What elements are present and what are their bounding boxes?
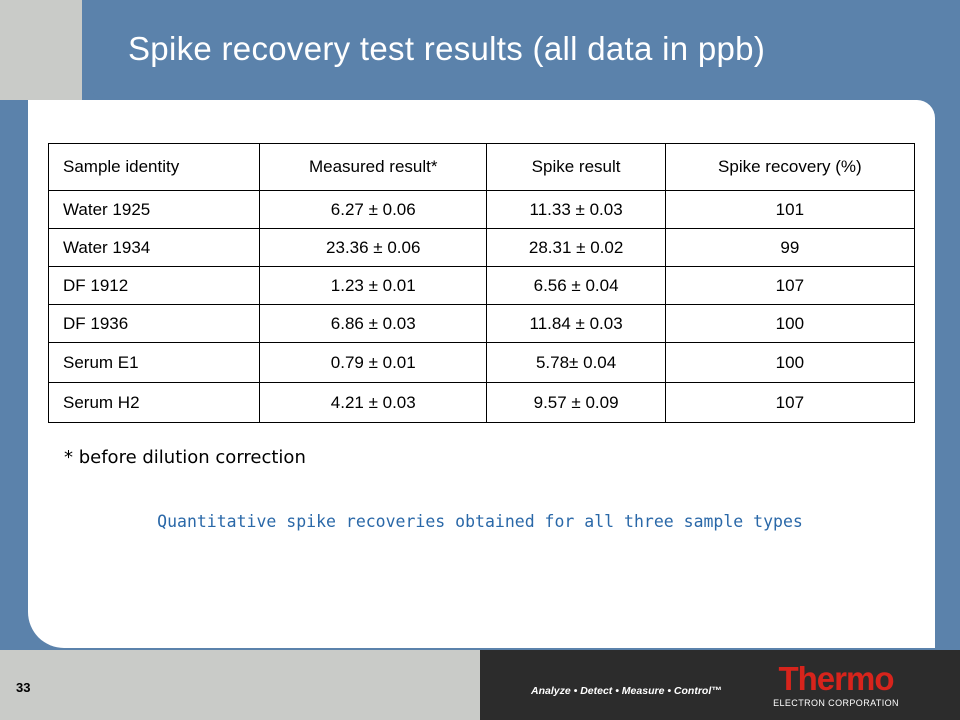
results-table xyxy=(48,143,915,423)
table-header-row xyxy=(49,144,915,191)
cell-spike-result: 11.84 ± 0.03 xyxy=(487,305,665,343)
header-sample-identity: Sample identity xyxy=(49,144,260,191)
footer-tagline: Analyze • Detect • Measure • Control™ xyxy=(531,685,722,697)
logo-subtext: ELECTRON CORPORATION xyxy=(773,698,899,708)
cell-spike-recovery: 101 xyxy=(665,191,914,229)
cell-measured-result: 23.36 ± 0.06 xyxy=(260,229,487,267)
header-spike-recovery: Spike recovery (%) xyxy=(665,144,914,191)
table-row xyxy=(49,267,915,305)
header-left-margin xyxy=(0,0,82,100)
thermo-logo xyxy=(766,662,906,708)
cell-spike-recovery: 99 xyxy=(665,229,914,267)
cell-spike-recovery: 100 xyxy=(665,343,914,383)
cell-spike-recovery: 100 xyxy=(665,305,914,343)
footnote: * before dilution correction xyxy=(64,447,306,468)
page-number: 33 xyxy=(16,680,31,695)
cell-spike-result: 11.33 ± 0.03 xyxy=(487,191,665,229)
cell-sample-identity: DF 1936 xyxy=(49,305,260,343)
logo-wordmark: Thermo xyxy=(778,660,894,697)
table-row xyxy=(49,191,915,229)
cell-sample-identity: DF 1912 xyxy=(49,267,260,305)
cell-sample-identity: Serum H2 xyxy=(49,383,260,423)
cell-measured-result: 6.27 ± 0.06 xyxy=(260,191,487,229)
cell-spike-recovery: 107 xyxy=(665,383,914,423)
conclusion-text: Quantitative spike recoveries obtained for all three sample types xyxy=(157,512,803,531)
header-spike-result: Spike result xyxy=(487,144,665,191)
cell-sample-identity: Water 1934 xyxy=(49,229,260,267)
cell-measured-result: 4.21 ± 0.03 xyxy=(260,383,487,423)
slide-title: Spike recovery test results (all data in ppb) xyxy=(128,30,766,67)
cell-measured-result: 0.79 ± 0.01 xyxy=(260,343,487,383)
cell-sample-identity: Serum E1 xyxy=(49,343,260,383)
table-row xyxy=(49,229,915,267)
cell-spike-result: 9.57 ± 0.09 xyxy=(487,383,665,423)
table-row xyxy=(49,305,915,343)
cell-spike-recovery: 107 xyxy=(665,267,914,305)
header-measured-result: Measured result* xyxy=(260,144,487,191)
cell-spike-result: 5.78± 0.04 xyxy=(487,343,665,383)
cell-spike-result: 28.31 ± 0.02 xyxy=(487,229,665,267)
cell-measured-result: 6.86 ± 0.03 xyxy=(260,305,487,343)
table-row xyxy=(49,343,915,383)
cell-measured-result: 1.23 ± 0.01 xyxy=(260,267,487,305)
table-row xyxy=(49,383,915,423)
cell-sample-identity: Water 1925 xyxy=(49,191,260,229)
cell-spike-result: 6.56 ± 0.04 xyxy=(487,267,665,305)
